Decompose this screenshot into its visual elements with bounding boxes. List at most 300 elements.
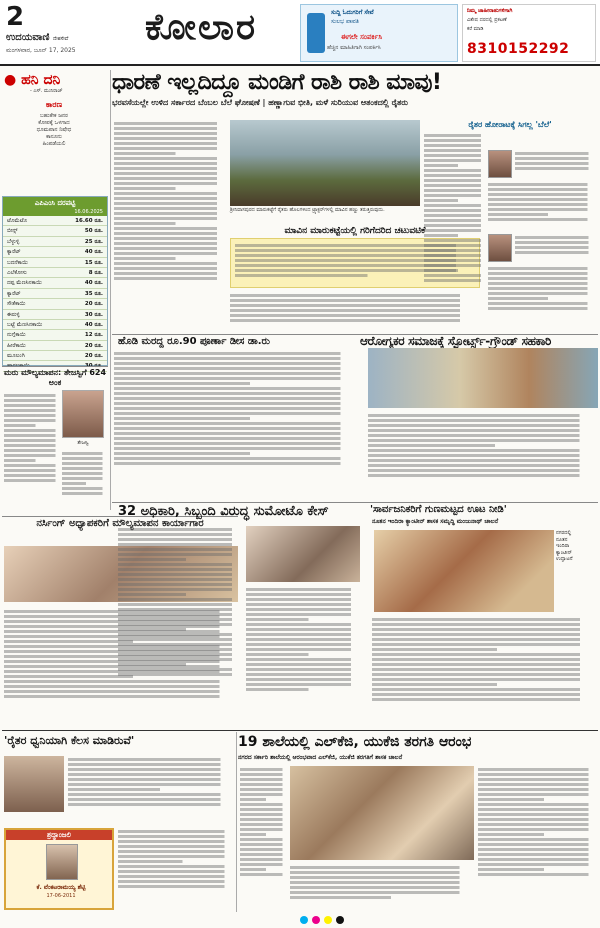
text-line [372,653,598,656]
canteen-subhead: ನೂತನ ಇಂದಿರಾ ಕ್ಯಾಂಟೀನ್ ಶಾಸಕ ಸಮೃದ್ಧಿ ಮಂಜುನಾಥ್ ಚಾಲನೆ [372,518,499,525]
page-number: 2 [6,2,25,32]
text-line [114,207,226,210]
text-line [246,683,360,686]
text-line [246,678,360,681]
text-line [424,279,486,282]
text-line [114,127,226,130]
apmc-item-price: 40 ರೂ. [84,321,103,328]
text-line [114,242,226,245]
text-line [478,798,550,801]
text-line [246,613,360,616]
text-line [118,553,242,556]
text-line [114,262,226,265]
karana-line: ಹಿಂಪಡೆಯಲಿ [42,141,66,147]
text-line [118,588,242,591]
text-line [488,282,596,285]
text-line [240,828,286,831]
ad2-line1: ನಿಮ್ಮ ಜಾಹೀರಾತುಗಳಿಗಾಗಿ [467,8,513,14]
text-line [62,462,106,465]
nursing-headline: ನರ್ಸಿಂಗ್ ಅಧ್ಯಾಪಕರಿಗೆ ಮೌಲ್ಯಮಾಪನ ಕಾರ್ಯಾಗಾರ [36,518,204,529]
text-line [240,808,286,811]
text-line [4,464,60,467]
text-line [114,152,181,155]
text-line [246,638,360,641]
text-line [368,434,598,437]
text-line [246,628,360,631]
right-story-text [424,132,486,332]
text-line [240,833,268,836]
text-line [246,643,360,646]
text-line [488,218,596,221]
apmc-item-price: 8 ರೂ. [88,269,103,276]
text-line [118,875,234,878]
text-line [488,302,596,305]
text-line [114,382,262,385]
text-line [478,843,598,846]
text-line [368,474,598,477]
text-line [488,267,596,270]
text-line [240,778,286,781]
apmc-row [3,320,107,330]
quote-text-1b [488,181,596,231]
text-line [246,658,360,661]
text-line [4,469,60,472]
apmc-item-price: 16.60 ರೂ. [75,218,103,224]
text-line [372,673,598,676]
canteen-caption-line: ಇಂದಿರಾ [556,543,570,549]
apmc-item-price: 25 ರೂ. [84,238,103,245]
topper-caption: ತೇಜಸ್ವಿ [77,440,89,446]
text-line [114,387,360,390]
text-line [118,885,234,888]
text-line [246,653,314,656]
text-line [114,137,226,140]
sports-story-text [368,412,598,500]
masthead-ad[interactable] [300,4,458,62]
canteen-caption-line: ಕ್ಯಾಂಟೀನ್ [556,549,573,556]
apmc-row [3,226,107,236]
canteen-headline: 'ಸಾರ್ವಜನಿಕರಿಗೆ ಗುಣಮಟ್ಟದ ಊಟ ನೀಡಿ' [370,504,507,515]
text-line [4,434,60,437]
text-line [118,673,242,676]
karana-title: ಕಾರಣ [45,100,63,109]
mango-photo-caption: ಶ್ರೀನಿವಾಸಪುರದ ಮಾರುಕಟ್ಟೆಗೆ ರೈತರು ಹೊಲಗಳಿಂದ ಟ್ರ್ಯಾಕ್ಟರ್‌ಗಳಲ್ಲಿ ಮಾವಿನ ಹಣ್ಣು ತರುತ್ತಿರುವುದು. [230,207,385,213]
text-line [372,693,598,696]
text-line [240,863,286,866]
karana-line: ಧೂಮಪಾನ ನಿಷೇಧ [36,127,72,133]
text-line [424,174,486,177]
hanidani-byline: - ಎಸ್. ಮುನಿರಾಜ್ [30,88,63,94]
case-story-text [118,526,242,726]
text-line [368,419,598,422]
text-line [114,172,226,175]
text-line [68,793,234,796]
apmc-item-price: 30 ರೂ. [84,311,103,318]
obituary-date: 17-06-2011 [46,893,76,899]
ad-line1: ಸುದ್ದಿ ಓದುಗರಿಗೆ ಸೇವೆ [331,9,374,16]
text-line [372,643,598,646]
obituary-photo [46,844,78,880]
text-line [290,866,474,869]
apmc-row [3,330,107,340]
text-line [478,848,598,851]
text-line [68,798,234,801]
text-line [246,668,360,671]
text-line [478,823,598,826]
text-line [114,452,262,455]
text-line [240,768,286,771]
text-line [290,881,474,884]
text-line [478,833,550,836]
text-line [488,277,596,280]
apmc-title: ಎಪಿಎಂಸಿ ದರಪಟ್ಟಿ [3,197,107,209]
edition-title: ಕೋಲಾರ [145,6,258,48]
text-line [114,277,226,280]
text-line [114,252,226,255]
text-line [368,439,598,442]
text-line [114,122,226,125]
registration-mark-cyan [300,916,308,924]
text-line [372,663,598,666]
text-line [478,773,598,776]
obituary-banner: ಶ್ರದ್ಧಾಂಜಲಿ [6,830,112,840]
apmc-item-name: ದಪ್ಪ ಮೆಣಸಿನಕಾಯಿ [7,280,42,287]
text-line [118,880,234,883]
obituary-name: ಕೆ. ವೆಂಕಟರಾಮಯ್ಯ ಶೆಟ್ಟಿ [36,884,86,891]
text-line [114,352,360,355]
text-line [424,269,461,272]
text-line [118,830,234,833]
text-line [478,788,598,791]
text-line [246,663,360,666]
ad-line4: ಹೆಚ್ಚಿನ ಮಾಹಿತಿಗಾಗಿ ಸಂಪರ್ಕಿಸಿ [327,45,381,51]
text-line [118,658,242,661]
text-line [240,818,286,821]
text-line [372,638,598,641]
text-line [114,362,360,365]
karana-line: ಕಾನೂನು [46,134,62,140]
text-line [62,477,106,480]
quote-photo-2 [488,234,512,262]
farmer-story-text [68,756,234,824]
text-line [118,538,242,541]
text-line [118,618,242,621]
text-line [368,464,598,467]
text-line [290,891,474,894]
phone-icon [307,13,325,53]
apmc-item-price: 15 ರೂ. [84,259,103,266]
text-line [246,603,360,606]
apmc-item-name: ಬೆಳ್ಳುಳ್ಳಿ [7,238,20,245]
text-line [114,162,226,165]
apmc-row [3,299,107,309]
text-line [114,222,181,225]
apmc-item-name: ಹೀರೆಕಾಯಿ [7,342,26,349]
text-line [488,188,596,191]
topper-photo [62,390,104,438]
text-line [478,783,598,786]
text-line [515,251,595,254]
text-line [240,868,268,871]
topper-story-text [4,392,60,512]
apmc-item-name: ಟೊಮೆಟೊ [7,218,28,224]
text-line [118,865,234,868]
text-line [488,213,553,216]
text-line [515,246,595,249]
text-line [118,870,234,873]
apmc-item-name: ನುಗ್ಗೆಕಾಯಿ [7,332,26,339]
text-line [114,182,226,185]
text-line [68,768,234,771]
masthead-ad-contact[interactable] [462,4,596,62]
text-line [114,372,360,375]
lead-subhead: ಭರವಸೆಯಲ್ಲೇ ಉಳಿದ ಸರ್ಕಾರದ ಬೆಂಬಲ ಬೆಲೆ ಘೋಷಣೆ | ಹಣ್ಣಾಗುವ ಭೀತಿ, ಮಳೆ ಸುರಿಯುವ ಆತಂಕದಲ್ಲಿ ರೈತರು [112,98,408,107]
case-headline: 32 ಅಧಿಕಾರಿ, ಸಿಬ್ಬಂದಿ ವಿರುದ್ಧ ಸುಮೋಟೊ ಕೇಸ್ [118,504,329,519]
text-line [4,444,60,447]
text-line [240,823,286,826]
text-line [478,828,598,831]
text-line [68,803,234,806]
text-line [240,783,286,786]
text-line [424,249,486,252]
apmc-item-price: 40 ರೂ. [84,249,103,256]
text-line [488,297,553,300]
text-line [4,394,60,397]
market-box-headline: ಮಾವಿನ ಮಾರುಕಟ್ಟೆಯಲ್ಲಿ ಗರಿಗೆದರಿದ ಚಟುವಟಿಕೆ [284,226,426,236]
text-line [372,698,598,701]
text-line [424,204,486,207]
apmc-row [3,216,107,226]
apmc-item-name: ಸೌತೆಕಾಯಿ [7,301,26,308]
text-line [240,858,286,861]
text-line [424,259,486,262]
text-line [118,543,242,546]
text-line [240,773,286,776]
text-line [424,254,486,257]
canteen-photo [374,530,554,612]
text-line [118,563,242,566]
text-line [4,414,60,417]
text-line [478,868,550,871]
text-line [478,853,598,856]
apmc-item-price: 20 ರೂ. [84,353,103,360]
apmc-item-name: ಈರುಳ್ಳಿ [7,311,20,318]
text-line [118,593,192,596]
apmc-row [3,247,107,257]
apmc-item-name: ಕ್ಯಾರೆಟ್ [7,290,21,297]
text-line [515,241,595,244]
quote-text-2 [515,234,595,262]
text-line [424,169,486,172]
text-line [118,583,242,586]
text-line [114,157,226,160]
text-line [114,397,360,400]
apmc-price-table [2,196,108,366]
farmer-headline: 'ರೈತರ ಧ್ವನಿಯಾಗಿ ಕೆಲಸ ಮಾಡಿರುವೆ' [4,734,135,747]
text-line [478,858,598,861]
text-line [4,479,60,482]
text-line [118,633,242,636]
text-line [368,449,598,452]
text-line [114,367,360,370]
text-line [62,472,106,475]
text-line [114,237,226,240]
text-line [246,598,360,601]
text-line [114,257,181,260]
karana-line: ಕೋಪಕ್ಕೆ ಒಳಗಾದ [38,120,70,126]
text-line [488,193,596,196]
ad-line2: ಸುಲಭ ಪಾವತಿ [331,18,359,25]
text-line [478,813,598,816]
text-line [240,803,286,806]
paper-name: ಉದಯವಾಣಿ ದೇಶಸೇವೆ [6,32,69,43]
school-headline: 19 ಶಾಲೆಯಲ್ಲಿ ಎಲ್‌ಕೆಜಿ, ಯುಕೆಜಿ ತರಗತಿ ಆರಂಭ [238,734,472,750]
apmc-item-name: ಬೀನ್ಸ್ [7,228,18,235]
text-line [62,457,106,460]
text-line [114,457,360,460]
text-line [368,414,598,417]
text-line [424,189,486,192]
text-line [62,487,106,490]
text-line [118,628,192,631]
school-story-text-1 [240,766,286,912]
text-line [478,768,598,771]
text-line [118,643,242,646]
apmc-row [3,278,107,288]
text-line [424,214,486,217]
canteen-caption-line: ನಗರದಲ್ಲಿ [556,530,572,536]
text-line [114,442,360,445]
text-line [290,876,474,879]
quote-text-2b [488,265,596,325]
ad-phone-number: 8310152292 [467,41,570,57]
text-line [424,244,486,247]
text-line [424,149,486,152]
apmc-item-price: 35 ರೂ. [84,290,103,297]
text-line [246,608,360,611]
hanidani-title: ● ಹನಿ ದನಿ [4,72,61,88]
text-line [424,154,486,157]
text-line [372,618,598,621]
text-line [4,459,38,462]
text-line [372,658,598,661]
lead-story-text-col1 [114,120,226,330]
apmc-item-price: 50 ರೂ. [84,228,103,235]
text-line [114,402,360,405]
text-line [515,152,595,155]
text-line [114,227,226,230]
text-line [114,147,226,150]
case-story-text-2 [246,586,360,726]
price-headline: ಹೊಡಿ ಮರದ್ದ ರೂ.90 ಪೂರ್ಣಾ ಡೀಸ ಡಾ.ರು [118,336,270,347]
text-line [488,208,596,211]
school-story-text-2 [290,864,474,912]
ad2-line3: ಕರೆ ಮಾಡಿ [467,26,484,32]
text-line [240,843,286,846]
apmc-item-name: ಬದನೆಕಾಯಿ [7,259,28,266]
canteen-story-text [372,616,598,726]
text-line [515,162,595,165]
obituary-box [4,828,114,910]
text-line [246,618,314,621]
text-line [488,183,596,186]
apmc-item-name: ಬಟ್ಟೆ ಮೆಣಸಿನಕಾಯಿ [7,321,43,328]
text-line [118,608,242,611]
school-subhead: ನಗರದ ಸರ್ಕಾರಿ ಶಾಲೆಯಲ್ಲಿ ಆರಂಭವಾದ ಎಲ್‌ಕೆಜಿ, ಯುಕೆಜಿ ತರಗತಿಗೆ ಶಾಸಕ ಚಾಲನೆ [238,754,403,761]
text-line [118,845,234,848]
ad2-line2: ವಿಶೇಷ ದರದಲ್ಲಿ ಪ್ರಕಟಣೆ [467,17,507,23]
text-line [424,229,486,232]
text-line [424,264,486,267]
text-line [118,528,242,531]
text-line [240,873,286,876]
text-line [372,678,598,681]
topper-headline: ಮರು ಮೌಲ್ಯಮಾಪನ: ತೇಜಸ್ವಿಗೆ 624 ಅಂಕ [3,368,107,387]
text-line [372,688,598,691]
text-line [246,648,360,651]
sports-event-photo [368,348,598,408]
text-line [114,272,226,275]
text-line [424,234,461,237]
text-line [118,840,234,843]
right-column-headline: ರೈತರ ಹೋರಾಟಕ್ಕೆ ಸಿಗಲ್ಲ 'ಬೆಲೆ' [468,120,552,129]
apmc-row [3,310,107,320]
text-line [4,419,60,422]
text-line [478,873,598,876]
canteen-caption [556,530,598,612]
apmc-item-price: 20 ರೂ. [84,301,103,308]
text-line [372,668,598,671]
text-line [118,835,234,838]
text-line [368,459,598,462]
text-line [240,813,286,816]
text-line [114,142,226,145]
text-line [368,454,598,457]
canteen-caption-line: ಉದ್ಘಾಟನೆ [556,556,573,562]
text-line [246,688,314,691]
text-line [368,424,598,427]
text-line [68,788,168,791]
text-line [114,437,360,440]
text-line [424,134,486,137]
text-line [68,758,234,761]
text-line [118,603,242,606]
text-line [114,462,360,465]
text-line [478,778,598,781]
school-photo [290,766,474,860]
apmc-item-name: ಕ್ಯಾರೆಟ್ [7,249,21,256]
text-line [118,573,242,576]
text-line [68,783,234,786]
registration-mark-black [336,916,344,924]
text-line [118,623,242,626]
text-line [114,167,226,170]
text-line [290,896,400,899]
text-line [246,633,360,636]
text-line [424,179,486,182]
registration-mark-yellow [324,916,332,924]
text-line [488,292,596,295]
ad-line3: ಈಗಲೇ ಸಂಪರ್ಕಿಸಿ [341,33,383,41]
text-line [478,863,598,866]
text-line [114,417,262,420]
text-line [4,399,60,402]
apmc-item-price: 20 ರೂ. [84,342,103,349]
apmc-row [3,237,107,247]
text-line [478,808,598,811]
text-line [372,623,598,626]
text-line [114,377,360,380]
